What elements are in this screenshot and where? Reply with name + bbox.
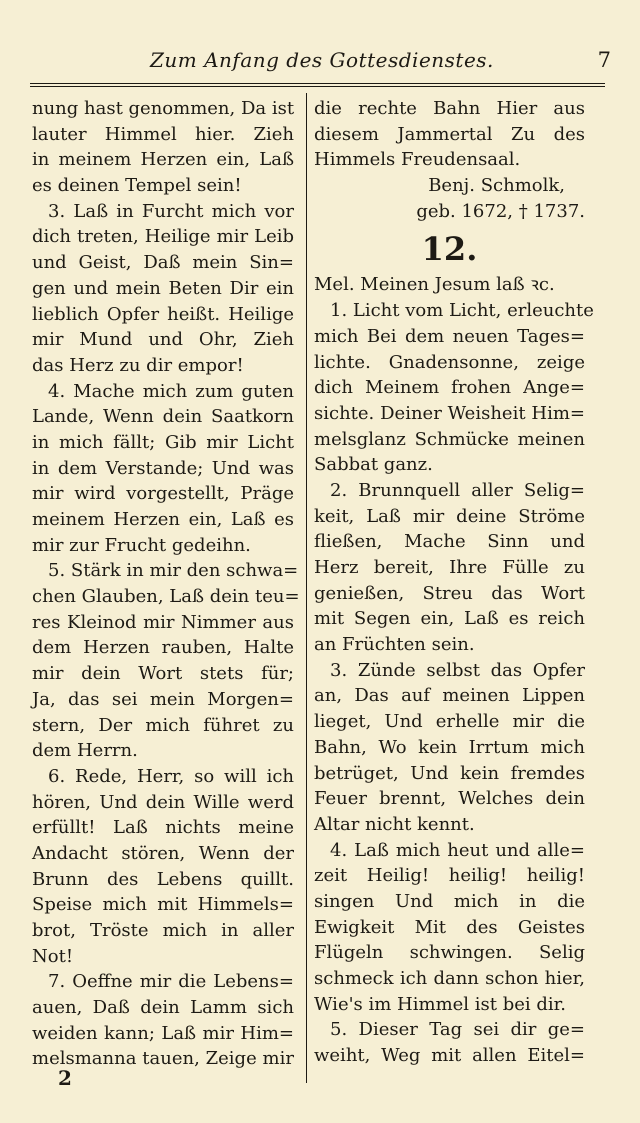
text-line: meinem Herzen ein, Laß es <box>32 509 294 530</box>
text-line: Himmels Freudensaal. <box>314 149 521 171</box>
text-line: mit Segen ein, Laß es reich <box>314 608 585 630</box>
text-line: 4. Mache mich zum guten <box>48 380 294 402</box>
text-line: Herz bereit, Ihre Fülle zu <box>314 557 585 578</box>
text-line: 1. Licht vom Licht, erleuchte <box>330 300 594 322</box>
text-line: melsglanz Schmücke meinen <box>314 428 585 450</box>
page-number: 7 <box>597 48 611 72</box>
text-line: res Kleinod mir Nimmer aus <box>32 611 294 633</box>
text-line: chen Glauben, Laß dein teu= <box>32 586 300 608</box>
text-line: melsmanna tauen, Zeige mir <box>32 1048 294 1070</box>
text-line: dich Meinem frohen Ange= <box>314 377 585 399</box>
text-line: mich Bei dem neuen Tages= <box>314 325 585 347</box>
text-line: Altar nicht kennt. <box>314 813 475 835</box>
text-line: schmeck ich dann schon hier, <box>314 968 585 989</box>
text-line: es deinen Tempel sein! <box>32 175 242 197</box>
text-line: Feuer brennt, Welches dein <box>314 788 585 810</box>
text-line: Andacht stören, Wenn der <box>32 842 294 864</box>
text-line: Wie's im Himmel ist bei dir. <box>314 993 566 1015</box>
text-line: nung hast genommen, Da ist <box>32 98 295 119</box>
text-line: diesem Jammertal Zu des <box>314 123 585 145</box>
text-line: gen und mein Beten Dir ein <box>32 277 294 299</box>
text-line: stern, Der mich führet zu <box>32 714 294 736</box>
text-line: mir Mund und Ohr, Zieh <box>32 329 294 351</box>
text-line: und Geist, Daß mein Sin= <box>32 252 294 274</box>
text-line: weiden kann; Laß mir Him= <box>32 1022 294 1044</box>
text-line: 3. Zünde selbst das Opfer <box>330 659 585 681</box>
text-line: 4. Laß mich heut und alle= <box>330 839 585 861</box>
text-line: in mich fällt; Gib mir Licht <box>32 431 294 453</box>
text-line: hören, Und dein Wille werd <box>32 791 294 813</box>
left-column <box>32 96 300 1072</box>
hymn-number: 12. <box>421 230 478 269</box>
text-line: mir wird vorgestellt, Präge <box>32 483 294 505</box>
text-line: 7. Oeffne mir die Lebens= <box>48 971 294 993</box>
text-line: genießen, Streu das Wort <box>314 582 585 604</box>
text-line: keit, Laß mir deine Ströme <box>314 505 585 527</box>
text-line: mir dein Wort stets für; <box>32 663 294 685</box>
text-line: betrüget, Und kein fremdes <box>314 762 585 784</box>
text-line: lauter Himmel hier. Zieh <box>32 123 294 145</box>
text-line: 6. Rede, Herr, so will ich <box>48 765 294 787</box>
right-column <box>314 96 594 1069</box>
text-line: dem Herzen rauben, Halte <box>32 637 294 659</box>
text-line: an, Das auf meinen Lippen <box>314 685 585 707</box>
text-line: brot, Tröste mich in aller <box>32 920 294 941</box>
text-line: das Herz zu dir empor! <box>32 354 244 376</box>
text-line: auen, Daß dein Lamm sich <box>32 997 294 1019</box>
text-line: 5. Dieser Tag sei dir ge= <box>330 1019 585 1041</box>
text-line: weiht, Weg mit allen Eitel= <box>314 1045 585 1067</box>
text-line: Not! <box>32 945 74 967</box>
text-line: mir zur Frucht gedeihn. <box>32 534 251 556</box>
header-rule <box>30 83 605 87</box>
column-divider <box>306 93 307 1083</box>
text-line: die rechte Bahn Hier aus <box>314 98 585 119</box>
running-title: Zum Anfang des Gottesdienstes. <box>150 48 494 72</box>
text-line: an Früchten sein. <box>314 634 475 656</box>
text-line: Lande, Wenn dein Saatkorn <box>32 406 294 428</box>
text-line: Flügeln schwingen. Selig <box>314 942 585 964</box>
text-line: 5. Stärk in mir den schwa= <box>48 560 299 582</box>
text-line: Brunn des Lebens quillt. <box>32 868 294 890</box>
text-line: singen Und mich in die <box>314 890 585 912</box>
text-line: sichte. Deiner Weisheit Him= <box>314 402 585 424</box>
text-line: Ewigkeit Mit des Geistes <box>314 916 585 938</box>
text-line: dem Herrn. <box>32 740 138 762</box>
text-line: lichte. Gnadensonne, zeige <box>314 351 585 373</box>
text-line: 2. Brunnquell aller Selig= <box>330 479 585 501</box>
author-attribution: Benj. Schmolk, <box>428 175 565 197</box>
text-line: erfüllt! Laß nichts meine <box>32 817 294 839</box>
text-line: in meinem Herzen ein, Laß <box>32 149 294 171</box>
melody-line: Mel. Meinen Jesum laß ꝛc. <box>314 274 555 296</box>
text-line: fließen, Mache Sinn und <box>314 531 585 553</box>
text-line: Ja, das sei mein Morgen= <box>32 688 294 710</box>
author-dates: geb. 1672, † 1737. <box>416 200 585 222</box>
text-line: in dem Verstande; Und was <box>32 457 294 479</box>
signature-mark: 2 <box>58 1066 72 1090</box>
text-line: dich treten, Heilige mir Leib <box>32 226 294 248</box>
text-line: Speise mich mit Himmels= <box>32 894 294 916</box>
text-line: lieblich Opfer heißt. Heilige <box>32 303 294 325</box>
text-line: lieget, Und erhelle mir die <box>314 711 585 733</box>
text-line: Bahn, Wo kein Irrtum mich <box>314 736 585 758</box>
text-line: zeit Heilig! heilig! heilig! <box>314 865 585 887</box>
text-line: Sabbat ganz. <box>314 454 433 476</box>
text-line: 3. Laß in Furcht mich vor <box>48 200 294 222</box>
page-header <box>30 44 615 84</box>
